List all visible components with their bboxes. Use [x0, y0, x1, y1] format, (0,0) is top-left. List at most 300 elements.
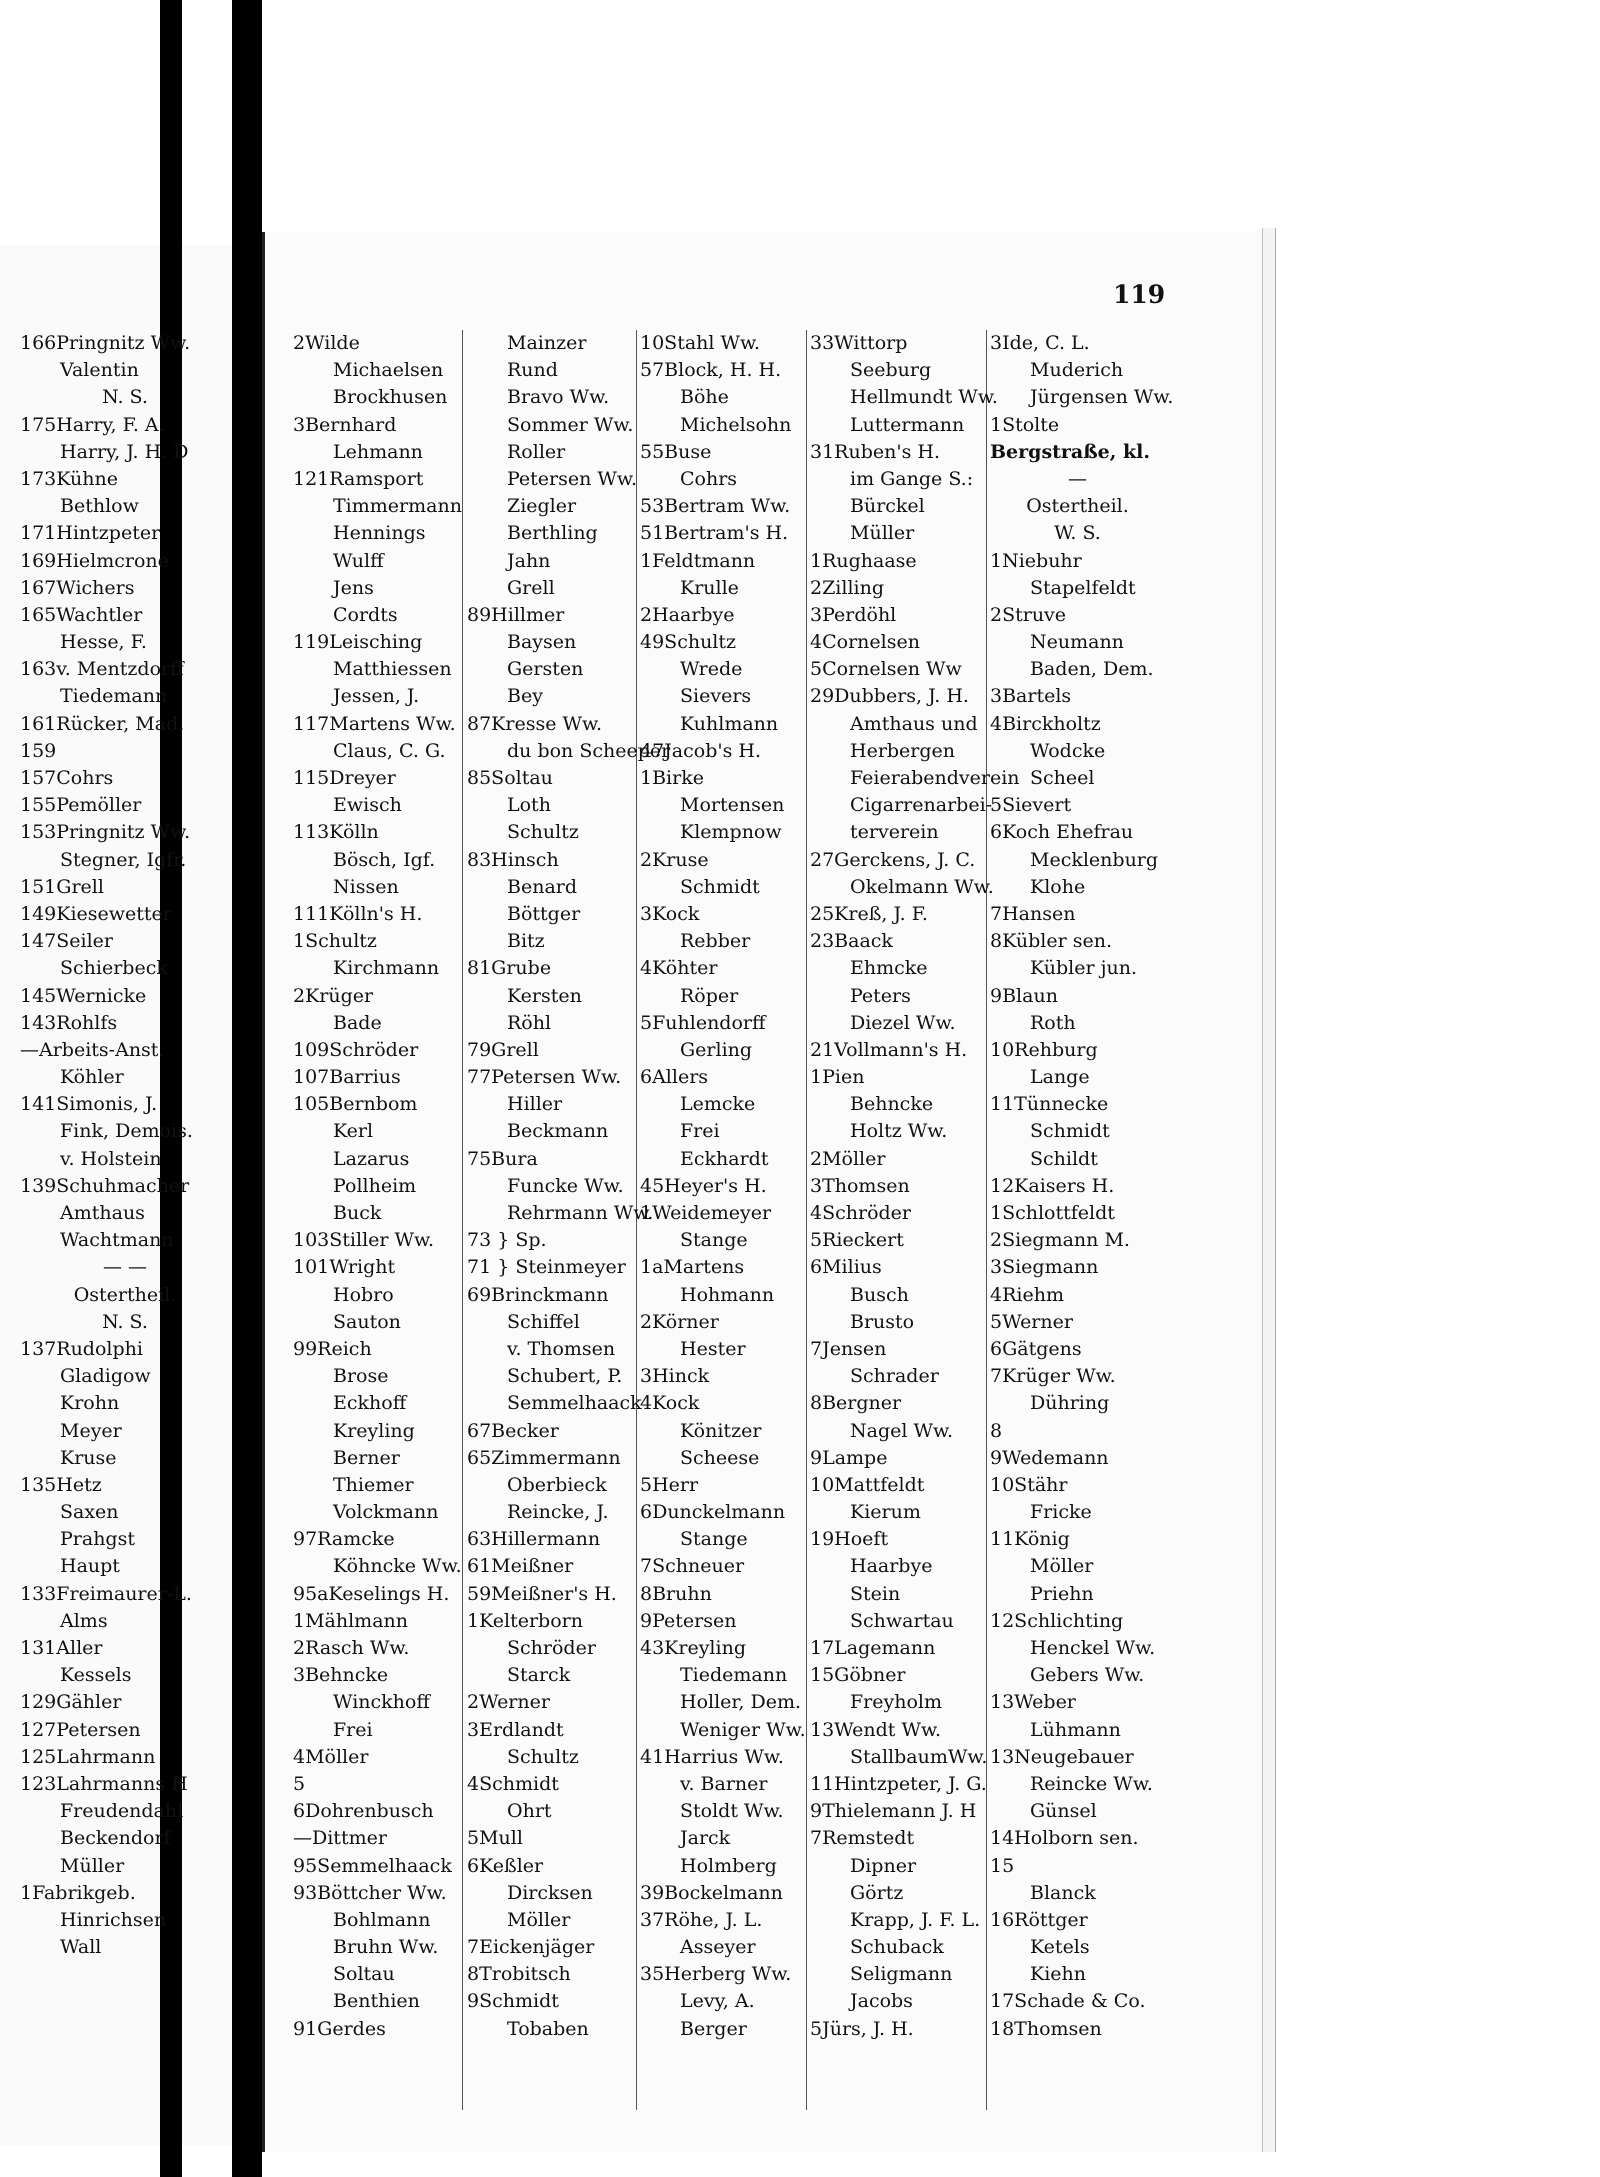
directory-entry: Müller [850, 522, 915, 545]
directory-entry: Holler, Dem. [680, 1691, 802, 1714]
directory-entry: Dipner [850, 1854, 917, 1877]
directory-entry: 121Ramsport [293, 467, 424, 490]
directory-entry: 2Kruse [640, 848, 709, 871]
directory-entry: Berger [680, 2017, 747, 2040]
directory-entry: Ewisch [333, 794, 402, 817]
directory-entry: Herbergen [850, 739, 956, 762]
directory-entry: 153Pringnitz Ww. [20, 821, 191, 844]
directory-entry: — — [102, 1256, 148, 1279]
directory-entry: Schröder [507, 1637, 596, 1659]
directory-entry: 95Semmelhaack [293, 1854, 452, 1877]
directory-entry: Michaelsen [333, 359, 444, 382]
directory-entry: 129Gähler [20, 1691, 122, 1714]
directory-entry: Brockhusen [333, 386, 448, 409]
directory-entry: Amthaus [60, 1202, 145, 1224]
directory-entry: Kersten [507, 984, 582, 1007]
directory-entry: Oberbieck [507, 1473, 607, 1496]
directory-entry: Freudendahl [60, 1800, 184, 1823]
directory-entry: Haarbye [850, 1555, 933, 1578]
directory-entry: 41Harrius Ww. [640, 1745, 784, 1768]
directory-entry: Reincke, J. [507, 1501, 609, 1524]
directory-entry: Cordts [333, 603, 398, 626]
directory-entry: Bitz [507, 930, 545, 953]
directory-entry: Ehmcke [850, 957, 928, 980]
directory-entry: 3Behncke [293, 1664, 389, 1687]
directory-entry: 1Birke [640, 767, 704, 789]
directory-entry: 111Kölln's H. [293, 902, 423, 925]
directory-entry: Blanck [1030, 1881, 1096, 1904]
directory-entry: Prahgst [60, 1528, 135, 1551]
directory-entry: Brusto [850, 1310, 915, 1333]
directory-entry: 141Simonis, J. [20, 1093, 158, 1116]
directory-entry: Nagel Ww. [850, 1419, 954, 1442]
directory-entry: Könitzer [680, 1419, 762, 1442]
directory-entry: 166Pringnitz Ww. [20, 332, 191, 354]
directory-entry: 2Zilling [810, 576, 884, 599]
directory-entry: 171Hintzpeter [20, 522, 161, 545]
directory-entry: 2Haarbye [640, 603, 735, 626]
directory-entry: 109Schröder [293, 1038, 419, 1061]
directory-entry: 3Siegmann [990, 1256, 1099, 1279]
directory-entry: 33Wittorp [810, 332, 908, 354]
directory-entry: 75Bura [467, 1147, 538, 1170]
directory-entry: Bruhn Ww. [333, 1936, 439, 1959]
directory-entry: 3Ide, C. L. [990, 332, 1090, 354]
directory-entry: Schultz [507, 1745, 579, 1768]
directory-entry: Beckmann [507, 1120, 609, 1143]
directory-entry: 119Leisching [293, 631, 423, 654]
directory-entry: Busch [850, 1283, 909, 1306]
directory-entry: Wodcke [1030, 739, 1106, 762]
directory-entry: 9Thielemann J. H [810, 1800, 977, 1823]
directory-entry: 123Lahrmanns H [20, 1772, 188, 1795]
directory-entry: 12Schlichting [990, 1609, 1124, 1632]
directory-entry: 133Freimaurer-L. [20, 1582, 192, 1605]
directory-entry: Benard [507, 875, 578, 898]
directory-entry: 4Riehm [990, 1283, 1064, 1306]
directory-entry: Seeburg [850, 359, 932, 382]
directory-entry: 3Bartels [990, 685, 1072, 708]
directory-entry: Köhncke Ww. [333, 1555, 462, 1578]
left-page-column [20, 330, 230, 1961]
directory-entry: Wall [60, 1936, 102, 1959]
directory-entry: 19Hoeft [810, 1528, 889, 1551]
directory-entry: 7Schneuer [640, 1555, 745, 1578]
directory-entry: 4Cornelsen [810, 631, 920, 654]
directory-entry: 10Stähr [990, 1473, 1068, 1496]
directory-entry: 71 } Steinmeyer [467, 1256, 626, 1279]
directory-entry: 87Kresse Ww. [467, 712, 603, 735]
directory-entry: 17Lagemann [810, 1637, 936, 1659]
directory-entry: 8Kübler sen. [990, 930, 1112, 953]
directory-entry: Kerl [333, 1120, 374, 1143]
directory-entry: Bürckel [850, 495, 925, 518]
directory-entry: Schiffel [507, 1310, 580, 1333]
directory-entry: 6Allers [640, 1066, 709, 1089]
directory-entry: Nissen [333, 875, 399, 898]
directory-column-3 [640, 330, 810, 2043]
directory-entry: 9Lampe [810, 1446, 888, 1469]
directory-entry: 8 [990, 1419, 1003, 1442]
directory-entry: 18Thomsen [990, 2017, 1102, 2040]
directory-entry: Bösch, Igf. [333, 848, 436, 871]
directory-entry: 137Rudolphi [20, 1337, 143, 1360]
directory-entry: 17Schade & Co. [990, 1990, 1146, 2013]
directory-entry: Volckmann [333, 1501, 439, 1524]
directory-entry: Claus, C. G. [333, 739, 446, 762]
directory-entry: Gebers Ww. [1030, 1664, 1145, 1687]
directory-entry: Michelsohn [680, 413, 792, 436]
directory-entry: Mecklenburg [1030, 848, 1159, 871]
directory-entry: 3Kock [640, 902, 700, 925]
directory-entry: 5Sievert [990, 794, 1072, 817]
directory-entry: Holtz Ww. [850, 1120, 948, 1143]
directory-entry: Sauton [333, 1310, 401, 1333]
directory-entry: v. Barner [680, 1772, 768, 1795]
directory-entry: Krohn [60, 1392, 120, 1415]
directory-entry: 99Reich [293, 1337, 372, 1360]
directory-entry: 6Keßler [467, 1854, 544, 1877]
directory-entry: Ostertheil. [73, 1283, 177, 1306]
directory-entry: Böttger [507, 902, 581, 925]
directory-entry: 25Kreß, J. F. [810, 902, 928, 925]
directory-entry: Berthling [507, 522, 598, 545]
directory-entry: Köhler [60, 1066, 124, 1089]
directory-entry: Jahn [507, 549, 551, 572]
directory-entry: 173Kühne [20, 467, 118, 490]
directory-entry: 13Neugebauer [990, 1745, 1134, 1768]
directory-entry: 6Dunckelmann [640, 1501, 786, 1524]
directory-entry: 113Kölln [293, 821, 379, 844]
directory-entry: 1Mählmann [293, 1609, 409, 1632]
directory-entry: 6Gätgens [990, 1337, 1082, 1360]
directory-entry: 35Herberg Ww. [640, 1963, 792, 1986]
directory-entry: Stegner, Igfr. [60, 848, 187, 871]
directory-entry: 10Mattfeldt [810, 1473, 925, 1496]
directory-entry: Muderich [1030, 359, 1124, 382]
directory-entry: Frei [333, 1718, 373, 1741]
directory-entry: Baden, Dem. [1030, 658, 1154, 681]
directory-entry: Mortensen [680, 794, 785, 817]
directory-entry: 175Harry, F. A. [20, 413, 165, 436]
directory-entry: 101Wright [293, 1256, 396, 1279]
directory-entry: 89Hillmer [467, 603, 565, 626]
directory-entry: Jürgensen Ww. [1030, 386, 1174, 409]
directory-entry: 11König [990, 1528, 1070, 1551]
directory-entry: Okelmann Ww. [850, 875, 994, 898]
directory-entry: 4Schmidt [467, 1772, 559, 1795]
directory-entry: 6Koch Ehefrau [990, 821, 1134, 844]
directory-entry: Scheel [1030, 767, 1095, 789]
directory-column-4 [810, 330, 1020, 2043]
directory-entry: 37Röhe, J. L. [640, 1908, 763, 1931]
directory-entry: Stoldt Ww. [680, 1800, 784, 1823]
directory-entry: 3Erdlandt [467, 1718, 564, 1741]
directory-entry: 97Ramcke [293, 1528, 395, 1551]
directory-entry: Görtz [850, 1881, 904, 1904]
directory-entry: 3Perdöhl [810, 603, 897, 626]
directory-entry: Gersten [507, 658, 584, 681]
directory-entry: 49Schultz [640, 631, 737, 654]
directory-entry: Dircksen [507, 1881, 593, 1904]
directory-entry: Gerling [680, 1038, 753, 1061]
directory-entry: 135Hetz [20, 1473, 102, 1496]
directory-entry: 1Feldtmann [640, 549, 756, 572]
directory-entry: Buck [333, 1202, 382, 1224]
directory-entry: 5 [293, 1772, 306, 1795]
directory-entry: Kirchmann [333, 957, 440, 980]
directory-entry: Schultz [507, 821, 579, 844]
directory-entry: 139Schuhmacher [20, 1174, 190, 1197]
directory-entry: 5Cornelsen Ww [810, 658, 962, 681]
directory-entry: Sievers [680, 685, 752, 708]
directory-entry: Kessels [60, 1664, 132, 1687]
directory-entry: 23Baack [810, 930, 893, 953]
directory-entry: Behncke [850, 1093, 934, 1116]
directory-entry: Jacobs [850, 1990, 913, 2013]
directory-entry: 169Hielmcrone [20, 549, 169, 572]
directory-entry: 55Buse [640, 440, 712, 463]
directory-entry: Brose [333, 1365, 389, 1388]
bookmark-ribbon-right [232, 0, 262, 2177]
directory-entry: 81Grube [467, 957, 552, 980]
directory-entry: 6Dohrenbusch [293, 1800, 434, 1823]
directory-entry: 95aKeselings H. [293, 1582, 450, 1605]
directory-entry: Peters [850, 984, 911, 1007]
directory-entry: 103Stiller Ww. [293, 1229, 435, 1252]
directory-entry: Funcke Ww. [507, 1174, 624, 1197]
directory-entry: 9Schmidt [467, 1990, 559, 2013]
directory-entry: Harry, J. H. D [60, 440, 189, 463]
directory-entry: 63Hillermann [467, 1528, 601, 1551]
directory-entry: 1Schultz [293, 930, 377, 953]
directory-entry: Fricke [1030, 1501, 1092, 1524]
directory-entry: 4Birckholtz [990, 712, 1101, 735]
directory-entry: 161Rücker, Mad. [20, 712, 185, 735]
directory-entry: — [1068, 467, 1087, 490]
directory-entry: Kierum [850, 1501, 921, 1524]
directory-entry: Ohrt [507, 1800, 552, 1823]
directory-entry: Scheese [680, 1446, 760, 1469]
directory-entry: 9Wedemann [990, 1446, 1109, 1469]
directory-entry: —Dittmer [293, 1827, 387, 1850]
directory-entry: Jens [333, 576, 374, 599]
directory-entry: 39Bockelmann [640, 1881, 783, 1904]
directory-entry: Asseyer [680, 1936, 756, 1959]
directory-entry: Hellmundt Ww. [850, 386, 998, 409]
directory-entry: 11Hintzpeter, J. G. [810, 1772, 987, 1795]
directory-entry: Mainzer [507, 332, 587, 354]
directory-entry: 45Heyer's H. [640, 1174, 767, 1197]
directory-entry: Bravo Ww. [507, 386, 610, 409]
directory-entry: 157Cohrs [20, 767, 114, 789]
directory-entry: Schildt [1030, 1147, 1098, 1170]
directory-entry: Stange [680, 1229, 748, 1252]
directory-entry: 8Bruhn [640, 1582, 712, 1605]
directory-entry: 5Jürs, J. H. [810, 2017, 914, 2040]
directory-entry: 51Bertram's H. [640, 522, 789, 545]
directory-entry: Petersen Ww. [507, 467, 637, 490]
directory-entry: 145Wernicke [20, 984, 147, 1007]
directory-entry: 131Aller [20, 1637, 103, 1659]
directory-entry: 5Mull [467, 1827, 523, 1850]
directory-entry: Böhe [680, 386, 729, 409]
directory-entry: Möller [1030, 1555, 1094, 1578]
directory-entry: 83Hinsch [467, 848, 559, 871]
directory-entry: Hesse, F. [60, 631, 147, 654]
directory-entry: im Gange S.: [850, 467, 974, 490]
directory-entry: du bon Scheeper [507, 739, 671, 762]
directory-entry: 127Petersen [20, 1718, 141, 1741]
directory-entry: Wulff [333, 549, 384, 572]
directory-entry: 15Göbner [810, 1664, 906, 1687]
directory-entry: Hinrichsen [60, 1908, 167, 1931]
directory-entry: 159 [20, 739, 57, 762]
directory-entry: 85Soltau [467, 767, 553, 789]
directory-entry: Bey [507, 685, 543, 708]
directory-entry: 2Rasch Ww. [293, 1637, 410, 1659]
directory-entry: 13Weber [990, 1691, 1076, 1714]
directory-entry: 5Fuhlendorff [640, 1011, 766, 1034]
directory-entry: Beckendorf [60, 1827, 171, 1850]
directory-entry: Tiedemann [60, 685, 168, 708]
directory-entry: 11Tünnecke [990, 1093, 1109, 1116]
directory-entry: 6Milius [810, 1256, 882, 1279]
directory-entry: Klohe [1030, 875, 1086, 898]
directory-entry: 1Schlottfeldt [990, 1202, 1115, 1224]
directory-entry: Bergstraße, kl. [990, 440, 1150, 463]
directory-entry: Priehn [1030, 1582, 1094, 1605]
directory-entry: 1aMartens [640, 1256, 745, 1279]
directory-entry: Frei [680, 1120, 720, 1143]
directory-entry: 65Zimmermann [467, 1446, 621, 1469]
directory-entry: 29Dubbers, J. H. [810, 685, 969, 708]
directory-entry: 2Körner [640, 1310, 719, 1333]
directory-entry: Matthiessen [333, 658, 452, 681]
directory-entry: 125Lahrmann [20, 1745, 156, 1768]
directory-entry: Cohrs [680, 467, 738, 490]
directory-entry: Luttermann [850, 413, 965, 436]
directory-entry: Freyholm [850, 1691, 943, 1714]
directory-entry: 1Kelterborn [467, 1609, 583, 1632]
directory-entry: 14Holborn sen. [990, 1827, 1139, 1850]
directory-entry: Hennings [333, 522, 426, 545]
directory-entry: Hobro [333, 1283, 394, 1306]
directory-entry: Benthien [333, 1990, 420, 2013]
directory-entry: Henckel Ww. [1030, 1637, 1156, 1659]
directory-entry: Schrader [850, 1365, 939, 1388]
directory-entry: 2Werner [467, 1691, 550, 1714]
directory-entry: Hiller [507, 1093, 563, 1116]
directory-entry: 67Becker [467, 1419, 559, 1442]
directory-entry: 151Grell [20, 875, 104, 898]
directory-entry: Stein [850, 1582, 901, 1605]
directory-entry: Timmermann [333, 495, 462, 518]
directory-entry: 1Stolte [990, 413, 1060, 436]
directory-entry: Kiehn [1030, 1963, 1086, 1986]
directory-entry: Schmidt [1030, 1120, 1110, 1143]
directory-entry: 7Hansen [990, 902, 1076, 925]
directory-entry: Schuback [850, 1936, 944, 1959]
directory-entry: Eckhardt [680, 1147, 769, 1170]
directory-entry: 1Rughaase [810, 549, 917, 572]
directory-entry: Kuhlmann [680, 712, 779, 735]
directory-entry: Hohmann [680, 1283, 775, 1306]
directory-entry: 7Jensen [810, 1337, 887, 1360]
directory-entry: 4Möller [293, 1745, 369, 1768]
directory-entry: StallbaumWw. [850, 1745, 988, 1768]
directory-entry: Levy, A. [680, 1990, 755, 2013]
directory-entry: Stange [680, 1528, 748, 1551]
directory-entry: 2Krüger [293, 984, 374, 1007]
directory-entry: Cigarrenarbei- [850, 794, 993, 817]
directory-entry: 165Wachtler [20, 603, 143, 626]
directory-entry: Kruse [60, 1446, 117, 1469]
directory-entry: Starck [507, 1664, 571, 1687]
directory-entry: 149Kiesewetter [20, 902, 172, 925]
directory-entry: 57Block, H. H. [640, 359, 782, 382]
directory-entry: 69Brinckmann [467, 1283, 609, 1306]
directory-entry: 143Rohlfs [20, 1011, 118, 1034]
directory-entry: 73 } Sp. [467, 1229, 547, 1252]
directory-entry: Wrede [680, 658, 743, 681]
directory-entry: Möller [507, 1908, 571, 1931]
directory-entry: Berner [333, 1446, 400, 1469]
directory-entry: Röper [680, 984, 739, 1007]
directory-entry: N. S. [102, 386, 148, 409]
directory-entry: 107Barrius [293, 1066, 401, 1089]
directory-entry: Pollheim [333, 1174, 417, 1197]
directory-entry: Bethlow [60, 495, 139, 518]
directory-entry: 7Krüger Ww. [990, 1365, 1116, 1388]
directory-entry: Reincke Ww. [1030, 1772, 1153, 1795]
directory-entry: 3Hinck [640, 1365, 710, 1388]
directory-column-1 [293, 330, 488, 2043]
directory-entry: Gladigow [60, 1365, 151, 1388]
directory-entry: Tiedemann [680, 1664, 788, 1687]
directory-entry: 1Niebuhr [990, 549, 1082, 572]
directory-entry: Lehmann [333, 440, 423, 463]
directory-entry: Lemcke [680, 1093, 756, 1116]
directory-entry: Lühmann [1030, 1718, 1121, 1741]
directory-entry: 5Herr [640, 1473, 699, 1496]
directory-entry: Krapp, J. F. L. [850, 1908, 981, 1931]
directory-entry: 3Bernhard [293, 413, 397, 436]
directory-entry: Loth [507, 794, 551, 817]
directory-entry: Schubert, P. [507, 1365, 623, 1388]
directory-entry: Günsel [1030, 1800, 1097, 1823]
directory-entry: Bohlmann [333, 1908, 431, 1931]
directory-entry: 13Wendt Ww. [810, 1718, 942, 1741]
directory-entry: Haupt [60, 1555, 120, 1578]
directory-entry: 4Kock [640, 1392, 700, 1415]
directory-entry: 1Pien [810, 1066, 865, 1089]
directory-entry: Diezel Ww. [850, 1011, 956, 1034]
directory-entry: 155Pemöller [20, 794, 142, 817]
directory-entry: 8Bergner [810, 1392, 902, 1415]
directory-entry: Fink, Demois. [60, 1120, 193, 1143]
directory-entry: 91Gerdes [293, 2017, 386, 2040]
directory-entry: Schmidt [680, 875, 760, 898]
directory-entry: Tobaben [507, 2017, 589, 2040]
directory-entry: 7Eickenjäger [467, 1936, 595, 1959]
directory-entry: Eckhoff [333, 1392, 407, 1415]
directory-entry: Holmberg [680, 1854, 777, 1877]
directory-entry: Baysen [507, 631, 577, 654]
directory-entry: Bade [333, 1011, 382, 1034]
directory-entry: —Arbeits-Anst. [20, 1038, 165, 1061]
directory-entry: 2Wilde [293, 332, 360, 354]
